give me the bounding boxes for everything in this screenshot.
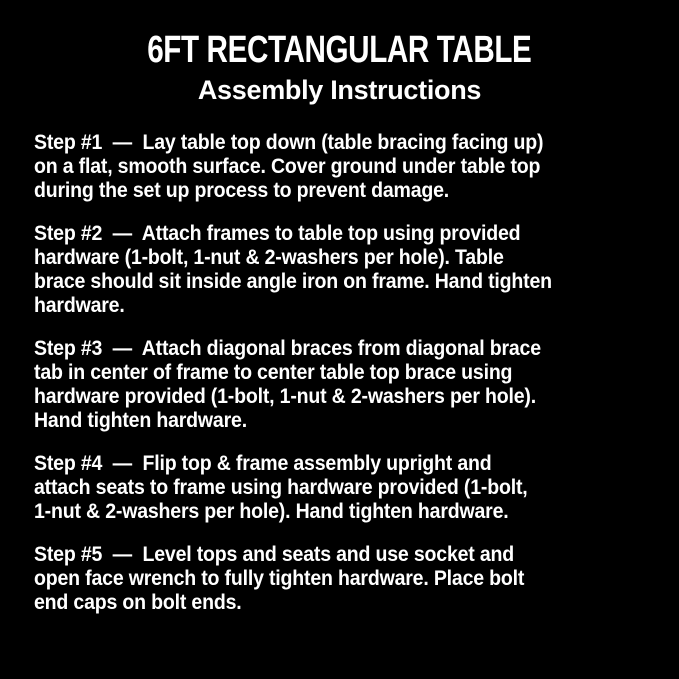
step-4-line: 1-nut & 2-washers per hole). Hand tighten hardware. [34,500,509,523]
step-1-line: on a flat, smooth surface. Cover ground under table top [34,155,541,178]
step-5-line: open face wrench to fully tighten hardware. Place bolt [34,567,525,590]
step-3 [34,337,665,433]
step-2-line: hardware (1-bolt, 1-nut & 2-washers per hole). Table [34,246,504,269]
step-5 [34,543,665,615]
page-title [0,28,679,72]
step-1-line: Step #1 — Lay table top down (table bracing facing up) [34,131,544,154]
step-3-line: Step #3 — Attach diagonal braces from diagonal brace [34,337,541,360]
card-header [0,0,679,107]
step-2-line: Step #2 — Attach frames to table top using provided [34,222,521,245]
step-3-line: tab in center of frame to center table top brace using [34,361,513,384]
step-2-line: hardware. [34,294,125,317]
step-4-line: attach seats to frame using hardware provided (1-bolt, [34,476,528,499]
steps-list [0,107,679,615]
step-3-line: hardware provided (1-bolt, 1-nut & 2-washers per hole). [34,385,536,408]
step-4 [34,452,665,524]
step-2 [34,222,665,318]
step-2-line: brace should sit inside angle iron on frame. Hand tighten [34,270,552,293]
page-subtitle: Assembly Instructions [197,75,482,105]
step-1 [34,131,665,203]
step-3-line: Hand tighten hardware. [34,409,247,432]
step-5-line: end caps on bolt ends. [34,591,242,614]
step-4-line: Step #4 — Flip top & frame assembly upright and [34,452,492,475]
page-title-text: 6FT RECTANGULAR TABLE [147,29,532,71]
step-5-line: Step #5 — Level tops and seats and use socket and [34,543,515,566]
step-1-line: during the set up process to prevent damage. [34,179,450,202]
